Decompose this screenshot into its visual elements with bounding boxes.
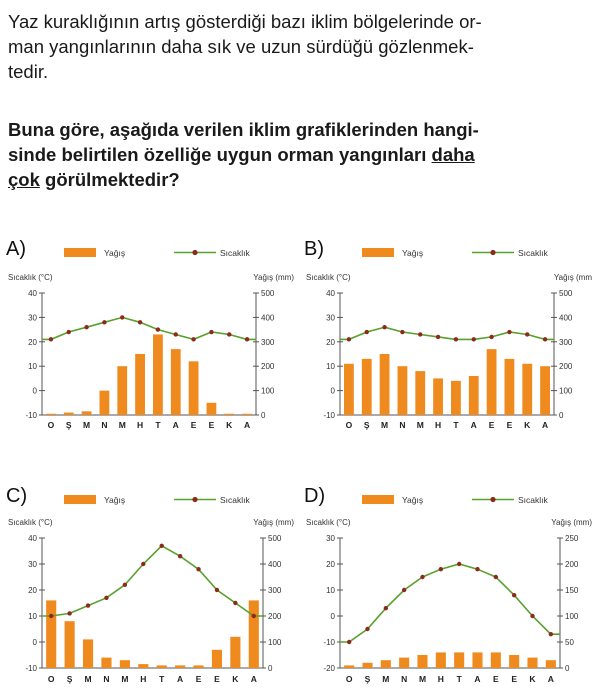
legend-label-precipitation: Yağış bbox=[402, 495, 424, 505]
precipitation-bar bbox=[540, 366, 550, 415]
precipitation-bar bbox=[138, 664, 148, 668]
temperature-point bbox=[365, 627, 369, 631]
temperature-point bbox=[86, 603, 90, 607]
precipitation-bar bbox=[505, 359, 515, 415]
left-tick-label: -20 bbox=[323, 664, 335, 673]
temperature-point bbox=[549, 632, 553, 636]
month-label: T bbox=[456, 674, 462, 684]
precipitation-bar bbox=[546, 660, 556, 668]
month-label: E bbox=[214, 674, 220, 684]
legend-dot-temperature bbox=[192, 497, 197, 502]
right-tick-label: 500 bbox=[261, 289, 275, 298]
temperature-point bbox=[530, 614, 534, 618]
precipitation-bar bbox=[175, 665, 185, 668]
left-axis-title: Sıcaklık (°C) bbox=[8, 518, 53, 527]
temperature-point bbox=[439, 567, 443, 571]
left-tick-label: 10 bbox=[326, 362, 335, 372]
month-label: A bbox=[177, 674, 184, 684]
temperature-point bbox=[454, 337, 458, 341]
right-tick-label: 100 bbox=[268, 638, 282, 647]
legend-swatch-precipitation bbox=[362, 495, 394, 504]
temperature-line bbox=[340, 327, 554, 339]
month-label: N bbox=[103, 674, 110, 684]
temperature-point bbox=[49, 337, 53, 341]
temperature-point bbox=[67, 611, 71, 615]
month-label: E bbox=[511, 674, 518, 684]
month-label: M bbox=[84, 674, 92, 684]
temperature-point bbox=[494, 575, 498, 579]
month-label: A bbox=[244, 420, 251, 430]
temperature-point bbox=[420, 575, 424, 579]
temperature-point bbox=[384, 606, 388, 610]
intro-paragraph bbox=[8, 9, 586, 84]
left-tick-label: 30 bbox=[28, 560, 37, 569]
climate-chart-d bbox=[304, 485, 594, 695]
temperature-line bbox=[42, 317, 256, 339]
month-label: M bbox=[118, 420, 126, 430]
month-label: A bbox=[474, 674, 481, 684]
right-tick-label: 200 bbox=[565, 560, 579, 569]
temperature-point bbox=[120, 315, 124, 319]
underlined-word: daha bbox=[431, 144, 475, 165]
question-line: görülmektedir? bbox=[39, 169, 180, 190]
month-label: Ş bbox=[363, 420, 370, 430]
left-tick-label: 30 bbox=[28, 313, 37, 323]
legend-label-temperature: Sıcaklık bbox=[220, 248, 250, 258]
precipitation-bar bbox=[100, 391, 110, 415]
left-tick-label: 10 bbox=[326, 586, 335, 595]
precipitation-bar bbox=[193, 665, 203, 668]
precipitation-bar bbox=[451, 381, 461, 415]
right-tick-label: 250 bbox=[565, 534, 579, 543]
month-label: H bbox=[435, 420, 442, 430]
temperature-point bbox=[402, 588, 406, 592]
option-label: D) bbox=[304, 485, 326, 507]
month-label: H bbox=[140, 674, 147, 684]
temperature-point bbox=[436, 335, 440, 339]
temperature-point bbox=[215, 588, 219, 592]
climate-chart-c bbox=[6, 485, 296, 695]
left-tick-label: 30 bbox=[326, 313, 335, 323]
right-tick-label: 100 bbox=[261, 386, 275, 396]
month-label: O bbox=[47, 674, 55, 684]
temperature-point bbox=[507, 330, 511, 334]
precipitation-bar bbox=[522, 364, 532, 415]
month-label: E bbox=[492, 674, 499, 684]
legend-label-precipitation: Yağış bbox=[104, 248, 126, 258]
precipitation-bar bbox=[399, 658, 409, 668]
temperature-point bbox=[141, 562, 145, 566]
precipitation-bar bbox=[362, 663, 372, 668]
right-tick-label: 300 bbox=[261, 337, 275, 347]
temperature-point bbox=[525, 332, 529, 336]
precipitation-bar bbox=[469, 376, 479, 415]
left-axis-title: Sıcaklık (°C) bbox=[306, 273, 351, 282]
legend-label-temperature: Sıcaklık bbox=[518, 495, 548, 505]
temperature-point bbox=[160, 544, 164, 548]
climate-chart-a bbox=[6, 238, 296, 438]
precipitation-bar bbox=[509, 655, 519, 668]
precipitation-bar bbox=[224, 414, 234, 415]
right-tick-label: 0 bbox=[261, 411, 266, 420]
precipitation-bar bbox=[157, 665, 167, 668]
precipitation-bar bbox=[212, 650, 222, 668]
legend-swatch-precipitation bbox=[64, 495, 96, 504]
left-tick-label: -10 bbox=[323, 638, 335, 647]
precipitation-bar bbox=[472, 652, 482, 668]
left-tick-label: 0 bbox=[32, 386, 37, 396]
underlined-word: çok bbox=[8, 169, 40, 190]
left-tick-label: 20 bbox=[28, 337, 37, 347]
temperature-point bbox=[489, 335, 493, 339]
temperature-point bbox=[84, 325, 88, 329]
left-tick-label: 30 bbox=[326, 534, 335, 543]
chart-panel-d bbox=[304, 485, 594, 695]
right-tick-label: 200 bbox=[559, 362, 573, 372]
left-tick-label: -10 bbox=[25, 411, 37, 420]
precipitation-bar bbox=[83, 639, 93, 668]
intro-line: man yangınlarının daha sık ve uzun sürdüğü gözlenmek- bbox=[8, 36, 474, 57]
month-label: H bbox=[137, 420, 144, 430]
left-tick-label: -10 bbox=[323, 411, 335, 420]
month-label: M bbox=[418, 674, 427, 684]
month-label: N bbox=[101, 420, 108, 430]
precipitation-bar bbox=[153, 334, 163, 415]
precipitation-bar bbox=[344, 665, 354, 668]
temperature-point bbox=[67, 330, 71, 334]
month-label: K bbox=[226, 420, 233, 430]
option-label: C) bbox=[6, 485, 28, 507]
month-label: M bbox=[121, 674, 129, 684]
chart-panel-b bbox=[304, 238, 594, 438]
month-label: E bbox=[190, 420, 197, 430]
temperature-point bbox=[400, 330, 404, 334]
precipitation-bar bbox=[46, 600, 56, 668]
precipitation-bar bbox=[171, 349, 181, 415]
month-label: E bbox=[488, 420, 495, 430]
month-label: H bbox=[437, 674, 444, 684]
temperature-point bbox=[457, 562, 461, 566]
month-label: A bbox=[470, 420, 477, 430]
precipitation-bar bbox=[101, 658, 111, 668]
legend-dot-temperature bbox=[490, 250, 495, 255]
legend-label-temperature: Sıcaklık bbox=[220, 495, 250, 505]
question-line: Buna göre, aşağıda verilen iklim grafiklerinden hangi- bbox=[8, 119, 479, 140]
left-tick-label: 20 bbox=[326, 337, 335, 347]
right-tick-label: 400 bbox=[559, 313, 573, 323]
left-tick-label: 10 bbox=[28, 612, 37, 621]
option-label: A) bbox=[6, 238, 26, 260]
right-tick-label: 400 bbox=[261, 313, 275, 323]
intro-line: Yaz kuraklığının artış gösterdiği bazı iklim bölgelerinde or- bbox=[8, 11, 482, 32]
temperature-point bbox=[233, 601, 237, 605]
month-label: A bbox=[542, 420, 549, 430]
precipitation-bar bbox=[189, 361, 199, 415]
month-label: T bbox=[159, 674, 165, 684]
right-tick-label: 500 bbox=[268, 534, 282, 543]
temperature-point bbox=[191, 337, 195, 341]
right-tick-label: 150 bbox=[565, 586, 579, 595]
left-tick-label: 20 bbox=[326, 560, 335, 569]
month-label: M bbox=[381, 420, 389, 430]
right-tick-label: 400 bbox=[268, 560, 282, 569]
precipitation-bar bbox=[120, 660, 130, 668]
temperature-point bbox=[472, 337, 476, 341]
right-tick-label: 0 bbox=[268, 664, 273, 673]
question-line: sinde belirtilen özelliğe uygun orman yangınları bbox=[8, 144, 432, 165]
precipitation-bar bbox=[380, 354, 390, 415]
climate-chart-b bbox=[304, 238, 594, 438]
precipitation-bar bbox=[527, 658, 537, 668]
legend-label-precipitation: Yağış bbox=[402, 248, 424, 258]
temperature-point bbox=[104, 596, 108, 600]
temperature-line bbox=[42, 546, 263, 616]
month-label: E bbox=[195, 674, 202, 684]
question-paragraph bbox=[8, 117, 586, 192]
temperature-point bbox=[347, 337, 351, 341]
precipitation-bar bbox=[381, 660, 391, 668]
temperature-point bbox=[178, 554, 182, 558]
temperature-point bbox=[209, 330, 213, 334]
precipitation-bar bbox=[242, 414, 252, 415]
month-label: M bbox=[416, 420, 424, 430]
temperature-point bbox=[174, 332, 178, 336]
temperature-point bbox=[543, 337, 547, 341]
intro-line: tedir. bbox=[8, 61, 49, 82]
temperature-point bbox=[245, 337, 249, 341]
legend-label-temperature: Sıcaklık bbox=[518, 248, 548, 258]
month-label: N bbox=[401, 674, 408, 684]
month-label: A bbox=[547, 674, 554, 684]
left-tick-label: 0 bbox=[330, 386, 335, 396]
month-label: K bbox=[529, 674, 536, 684]
legend-swatch-precipitation bbox=[362, 248, 394, 257]
precipitation-bar bbox=[46, 414, 56, 415]
precipitation-bar bbox=[207, 403, 217, 415]
month-label: A bbox=[172, 420, 179, 430]
temperature-point bbox=[382, 325, 386, 329]
precipitation-bar bbox=[344, 364, 354, 415]
temperature-point bbox=[156, 327, 160, 331]
month-label: O bbox=[345, 674, 353, 684]
right-axis-title: Yağış (mm bbox=[553, 273, 592, 282]
left-tick-label: -10 bbox=[25, 664, 37, 673]
precipitation-bar bbox=[249, 600, 259, 668]
right-axis-title: Yağış (mm) bbox=[253, 518, 294, 527]
legend-swatch-precipitation bbox=[64, 248, 96, 257]
temperature-point bbox=[196, 567, 200, 571]
left-tick-label: 0 bbox=[32, 638, 37, 647]
month-label: T bbox=[453, 420, 459, 430]
left-axis-title: Sıcaklık (°C) bbox=[8, 273, 53, 282]
temperature-point bbox=[365, 330, 369, 334]
temperature-point bbox=[252, 614, 256, 618]
month-label: E bbox=[208, 420, 215, 430]
temperature-point bbox=[347, 640, 351, 644]
precipitation-bar bbox=[415, 371, 425, 415]
legend-label-precipitation: Yağış bbox=[104, 495, 126, 505]
precipitation-bar bbox=[230, 637, 240, 668]
precipitation-bar bbox=[487, 349, 497, 415]
temperature-point bbox=[418, 332, 422, 336]
right-axis-title: Yağış (mm) bbox=[551, 518, 592, 527]
right-tick-label: 0 bbox=[559, 411, 564, 420]
precipitation-bar bbox=[491, 652, 501, 668]
left-tick-label: 40 bbox=[28, 289, 37, 298]
temperature-point bbox=[49, 614, 53, 618]
month-label: M bbox=[83, 420, 91, 430]
precipitation-bar bbox=[64, 413, 74, 415]
month-label: M bbox=[382, 674, 390, 684]
precipitation-bar bbox=[433, 378, 443, 415]
month-label: Ş bbox=[364, 674, 371, 684]
temperature-point bbox=[138, 320, 142, 324]
chart-panel-c bbox=[6, 485, 296, 695]
month-label: T bbox=[155, 420, 161, 430]
temperature-point bbox=[475, 567, 479, 571]
right-tick-label: 50 bbox=[565, 638, 574, 647]
right-tick-label: 200 bbox=[268, 612, 282, 621]
precipitation-bar bbox=[135, 354, 145, 415]
temperature-point bbox=[512, 593, 516, 597]
chart-panel-a bbox=[6, 238, 296, 438]
precipitation-bar bbox=[454, 652, 464, 668]
right-tick-label: 100 bbox=[565, 612, 579, 621]
left-tick-label: 10 bbox=[28, 362, 37, 372]
month-label: N bbox=[399, 420, 406, 430]
month-label: O bbox=[47, 420, 55, 430]
left-tick-label: 40 bbox=[326, 289, 335, 298]
month-label: Ş bbox=[65, 420, 72, 430]
precipitation-bar bbox=[417, 655, 427, 668]
right-tick-label: 300 bbox=[559, 337, 573, 347]
legend-dot-temperature bbox=[490, 497, 495, 502]
month-label: K bbox=[524, 420, 531, 430]
right-tick-label: 100 bbox=[559, 386, 573, 396]
month-label: E bbox=[506, 420, 513, 430]
precipitation-bar bbox=[398, 366, 408, 415]
month-label: Ş bbox=[66, 674, 73, 684]
precipitation-bar bbox=[82, 411, 92, 415]
temperature-point bbox=[227, 332, 231, 336]
month-label: A bbox=[250, 674, 257, 684]
temperature-point bbox=[123, 583, 127, 587]
right-tick-label: 500 bbox=[559, 289, 573, 298]
option-label: B) bbox=[304, 238, 324, 260]
left-tick-label: 0 bbox=[330, 612, 335, 621]
month-label: O bbox=[345, 420, 353, 430]
precipitation-bar bbox=[65, 621, 75, 668]
temperature-point bbox=[102, 320, 106, 324]
legend-dot-temperature bbox=[192, 250, 197, 255]
left-tick-label: 40 bbox=[28, 534, 37, 543]
left-axis-title: Sıcaklık (°C) bbox=[306, 518, 351, 527]
precipitation-bar bbox=[436, 652, 446, 668]
precipitation-bar bbox=[117, 366, 127, 415]
right-tick-label: 300 bbox=[268, 586, 282, 595]
month-label: K bbox=[232, 674, 239, 684]
left-tick-label: 20 bbox=[28, 586, 37, 595]
right-axis-title: Yağış (mm) bbox=[253, 273, 294, 282]
right-tick-label: 0 bbox=[565, 664, 570, 673]
temperature-line bbox=[340, 564, 560, 642]
right-tick-label: 200 bbox=[261, 362, 275, 372]
precipitation-bar bbox=[362, 359, 372, 415]
